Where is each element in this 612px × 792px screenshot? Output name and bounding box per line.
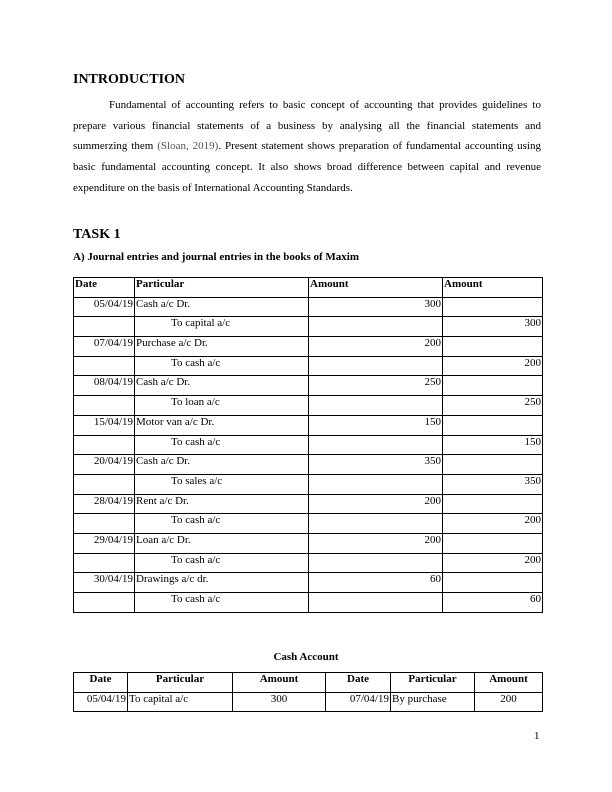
journal-particular-cell: Loan a/c Dr. [135,533,309,553]
journal-date-cell [74,553,135,573]
cash-row [74,692,543,712]
cash-date-cell: 05/04/19 [74,692,128,712]
journal-date-cell: 20/04/19 [74,455,135,475]
cash-amount-cell: 300 [233,692,326,712]
journal-particular-cell: Motor van a/c Dr. [135,415,309,435]
cash-date-cell-2: 07/04/19 [326,692,391,712]
journal-credit-cell [443,415,543,435]
journal-particular-cell: Rent a/c Dr. [135,494,309,514]
cash-header-particular-2: Particular [391,673,475,693]
journal-debit-cell [309,474,443,494]
journal-credit-cell: 150 [443,435,543,455]
journal-date-cell [74,435,135,455]
cash-header-amount: Amount [233,673,326,693]
cash-header-date: Date [74,673,128,693]
journal-header-debit: Amount [309,278,443,298]
journal-credit-cell: 200 [443,356,543,376]
cash-amount-cell-2: 200 [475,692,543,712]
journal-body [74,297,543,612]
journal-debit-cell [309,396,443,416]
journal-credit-cell: 200 [443,553,543,573]
journal-debit-cell [309,435,443,455]
journal-debit-cell [309,553,443,573]
journal-date-cell: 29/04/19 [74,533,135,553]
cash-header-row [74,673,543,693]
journal-date-cell: 15/04/19 [74,415,135,435]
journal-particular-cell: Drawings a/c dr. [135,573,309,593]
journal-credit-cell: 60 [443,593,543,613]
intro-heading: INTRODUCTION [73,72,186,87]
cash-particular-cell-2: By purchase [391,692,475,712]
journal-date-cell [74,514,135,534]
journal-credit-cell [443,297,543,317]
journal-debit-cell: 60 [309,573,443,593]
journal-row [74,317,543,337]
journal-particular-cell: To cash a/c [135,356,309,376]
journal-header-row [74,278,543,298]
journal-credit-cell: 350 [443,474,543,494]
cash-account-title: Cash Account [273,651,339,663]
journal-debit-cell: 250 [309,376,443,396]
journal-table [73,277,543,613]
journal-date-cell: 05/04/19 [74,297,135,317]
intro-paragraph [73,95,541,199]
journal-credit-cell [443,533,543,553]
journal-debit-cell: 300 [309,297,443,317]
journal-debit-cell: 150 [309,415,443,435]
journal-debit-cell: 200 [309,337,443,357]
journal-credit-cell: 200 [443,514,543,534]
journal-row [74,415,543,435]
journal-date-cell: 08/04/19 [74,376,135,396]
journal-date-cell: 28/04/19 [74,494,135,514]
journal-row [74,396,543,416]
journal-debit-cell [309,593,443,613]
journal-particular-cell: To cash a/c [135,553,309,573]
journal-particular-cell: Cash a/c Dr. [135,376,309,396]
journal-particular-cell: Purchase a/c Dr. [135,337,309,357]
journal-debit-cell: 200 [309,494,443,514]
journal-date-cell [74,474,135,494]
task-subheading: A) Journal entries and journal entries in the books of Maxim [73,251,359,263]
journal-credit-cell [443,337,543,357]
citation: (Sloan, 2019) [157,140,219,153]
journal-date-cell [74,593,135,613]
journal-header-credit: Amount [443,278,543,298]
journal-row [74,553,543,573]
cash-header-date-2: Date [326,673,391,693]
journal-debit-cell: 350 [309,455,443,475]
journal-particular-cell: Cash a/c Dr. [135,297,309,317]
journal-header-particular: Particular [135,278,309,298]
cash-header-amount-2: Amount [475,673,543,693]
intro-text-1: Fundamental of accounting refers to basic concept of accounting that provides guidelines to prepare various financial statements of a business by analysing all the financial statements and summerzing them [73,99,541,153]
journal-particular-cell: To loan a/c [135,396,309,416]
cash-header-particular: Particular [128,673,233,693]
journal-row [74,474,543,494]
journal-particular-cell: To cash a/c [135,435,309,455]
journal-particular-cell: To cash a/c [135,593,309,613]
page-number: 1 [534,730,540,742]
journal-particular-cell: To cash a/c [135,514,309,534]
journal-credit-cell [443,376,543,396]
journal-particular-cell: Cash a/c Dr. [135,455,309,475]
journal-row [74,356,543,376]
journal-particular-cell: To capital a/c [135,317,309,337]
journal-debit-cell [309,317,443,337]
journal-credit-cell [443,494,543,514]
cash-body [74,692,543,712]
journal-row [74,435,543,455]
journal-row [74,533,543,553]
journal-particular-cell: To sales a/c [135,474,309,494]
journal-debit-cell [309,514,443,534]
cash-particular-cell: To capital a/c [128,692,233,712]
cash-account-table [73,672,543,712]
journal-row [74,297,543,317]
journal-row [74,494,543,514]
journal-row [74,573,543,593]
journal-date-cell [74,317,135,337]
journal-debit-cell [309,356,443,376]
journal-row [74,455,543,475]
journal-debit-cell: 200 [309,533,443,553]
task-heading: TASK 1 [73,227,121,242]
journal-row [74,514,543,534]
journal-row [74,593,543,613]
journal-row [74,337,543,357]
journal-row [74,376,543,396]
journal-date-cell [74,396,135,416]
journal-credit-cell: 250 [443,396,543,416]
journal-header-date: Date [74,278,135,298]
journal-date-cell [74,356,135,376]
journal-credit-cell: 300 [443,317,543,337]
intro-text-2: . Present statement shows preparation of fundamental accounting using basic fundamental accounting concept. It also shows broad difference between capital and revenue expenditure on the basis of International Accounting Standards. [73,140,541,194]
journal-date-cell: 30/04/19 [74,573,135,593]
journal-credit-cell [443,573,543,593]
journal-credit-cell [443,455,543,475]
journal-date-cell: 07/04/19 [74,337,135,357]
